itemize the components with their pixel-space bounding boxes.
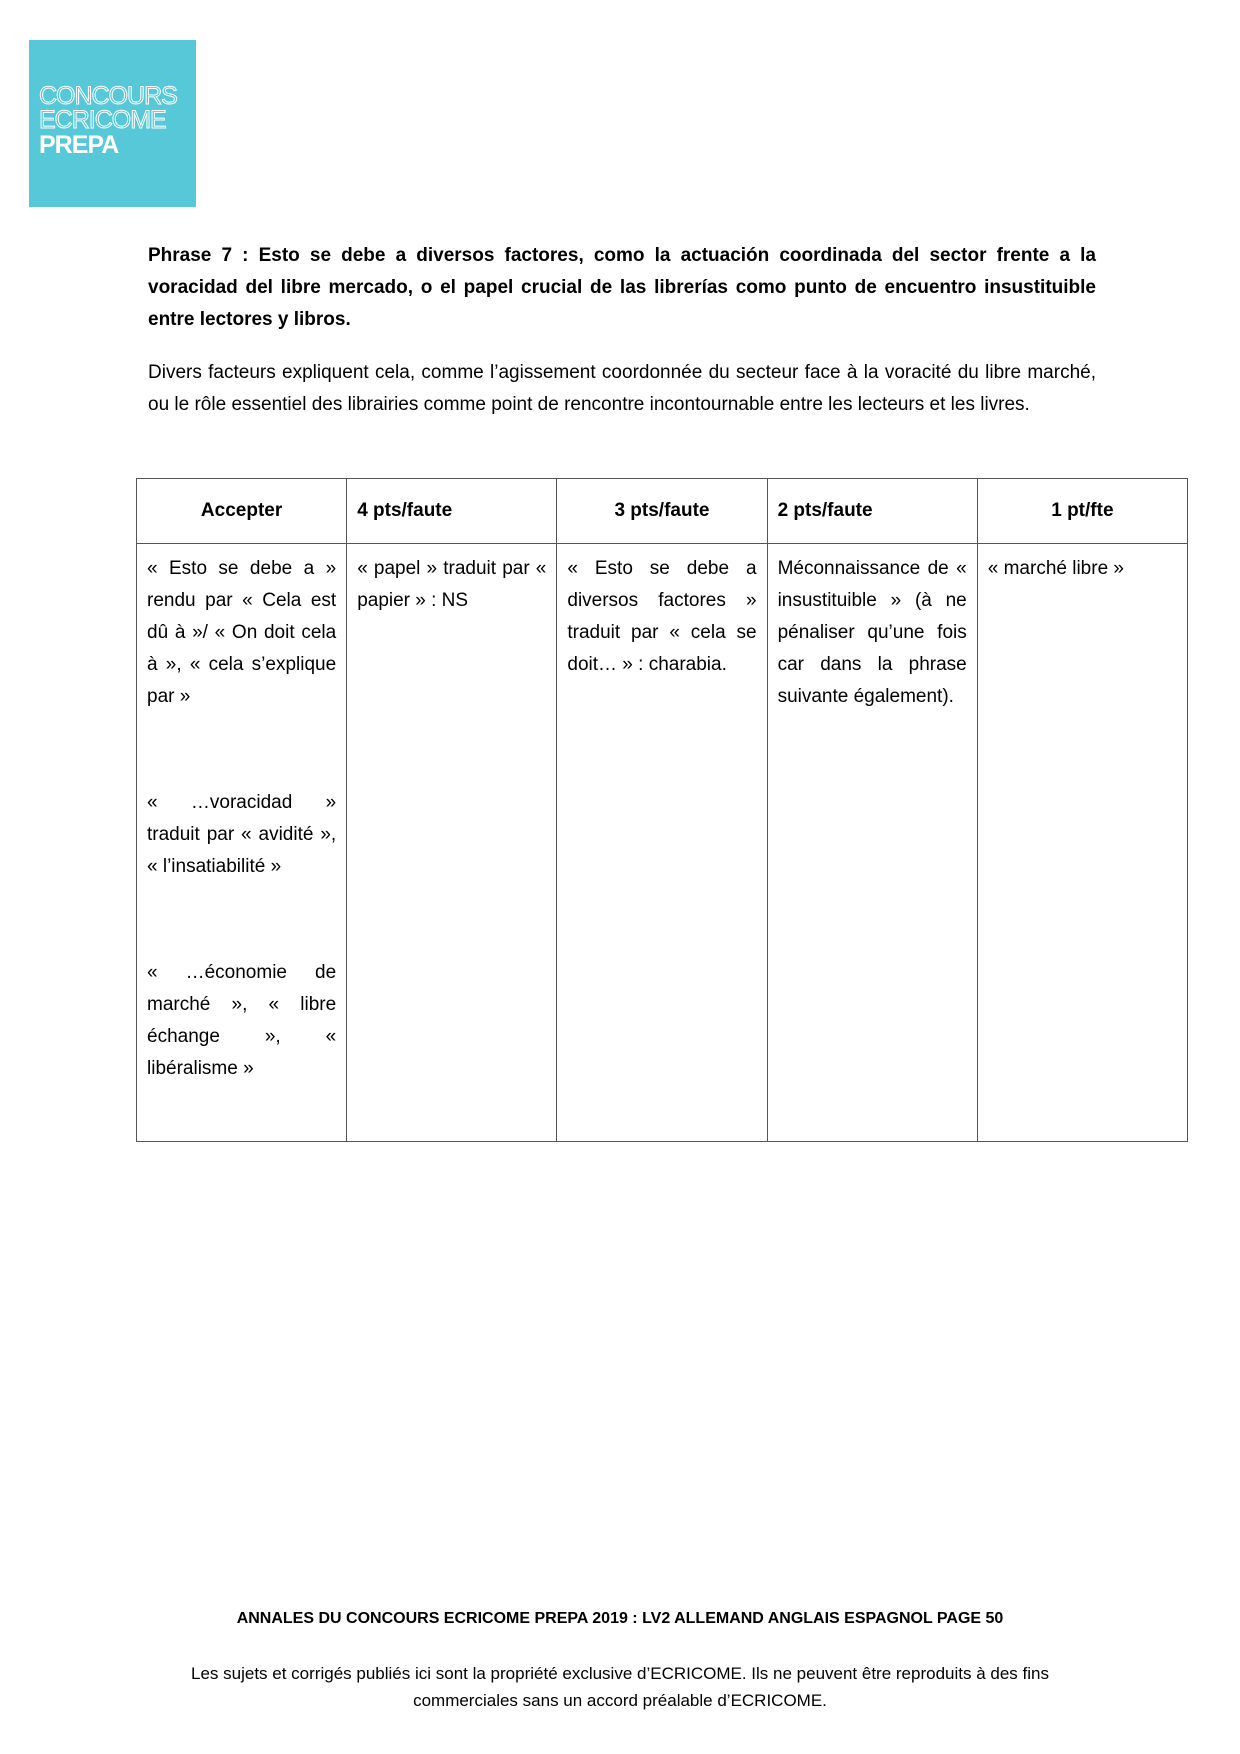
cell-3pts: « Esto se debe a diversos factores » traduit par « cela se doit… » : charabia.: [557, 544, 767, 1142]
logo-line-prepa: PREPA: [39, 131, 119, 159]
footer-title: ANNALES DU CONCOURS ECRICOME PREPA 2019 : LV2 ALLEMAND ANGLAIS ESPAGNOL PAGE 50: [236, 1610, 1004, 1627]
header-3pts: 3 pts/faute: [557, 479, 767, 544]
header-4pts: 4 pts/faute: [347, 479, 557, 544]
table-row: [137, 544, 1188, 1142]
accepter-item-1: « Esto se debe a » rendu par « Cela est dû à »/ « On doit cela à », « cela s’explique par »: [147, 558, 337, 707]
header-1pt: 1 pt/fte: [977, 479, 1187, 544]
cell-1pt: « marché libre »: [977, 544, 1187, 1142]
accepter-item-3: « …économie de marché », « libre échange », « libéralisme »: [147, 962, 337, 1079]
logo-line-ecricome: ECRICOME: [39, 106, 166, 134]
accepter-item-2: « …voracidad » traduit par « avidité », « l’insatiabilité »: [147, 792, 337, 877]
cell-4pts: « papel » traduit par « papier » : NS: [347, 544, 557, 1142]
cell-2pts: Méconnaissance de « insustituible » (à ne pénaliser qu’une fois car dans la phrase suivante également).: [767, 544, 977, 1142]
grading-table: [136, 478, 1188, 1142]
logo-line-concours: CONCOURS: [39, 82, 177, 110]
footer-copyright-note: Les sujets et corrigés publiés ici sont la propriété exclusive d’ECRICOME. Ils ne peuvent être reproduits à des fins commerciales sans un accord préalable d’ECRICOME.: [191, 1664, 1049, 1710]
model-translation: Divers facteurs expliquent cela, comme l’agissement coordonnée du secteur face à la voracité du libre marché, ou le rôle essentiel des librairies comme point de rencontre incontournable entre les lecteurs et les livres.: [148, 362, 1096, 415]
header-accepter: Accepter: [137, 479, 347, 544]
table-header-row: [137, 479, 1188, 544]
source-phrase: Phrase 7 : Esto se debe a diversos factores, como la actuación coordinada del sector frente a la voracidad del libre mercado, o el papel crucial de las librerías como punto de encuentro insustituible entre lectores y libros.: [148, 245, 1096, 330]
cell-accepter: [137, 544, 347, 1142]
header-2pts: 2 pts/faute: [767, 479, 977, 544]
ecricome-logo: [29, 40, 196, 207]
